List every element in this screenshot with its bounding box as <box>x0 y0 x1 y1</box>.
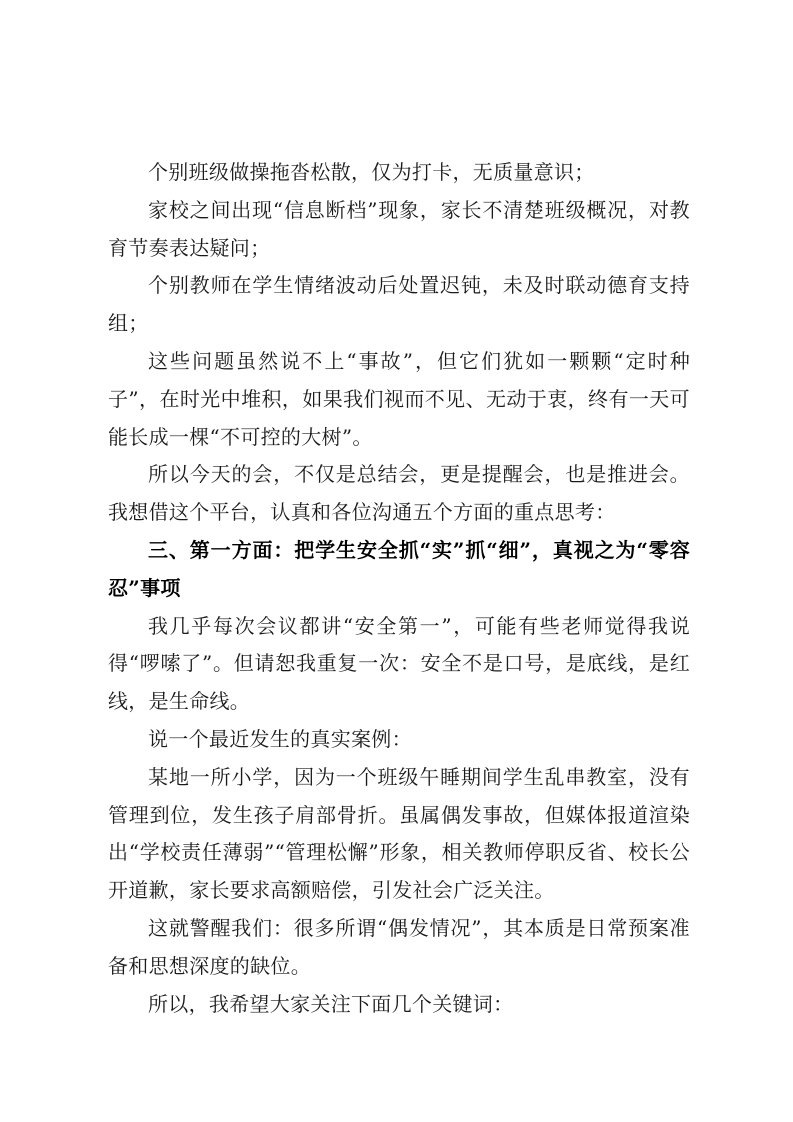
paragraph-1: 个别班级做操拖沓松散，仅为打卡，无质量意识； <box>148 160 595 184</box>
paragraph-2: 家校之间出现“信息断档”现象，家长不清楚班级概况，对教育节奏表达疑问； <box>108 197 690 260</box>
paragraph-8: 某地一所小学，因为一个班级午睡期间学生乱串教室，没有管理到位，发生孩子肩部骨折。虽属偶发事故，但媒体报道渲染出“学校责任薄弱”“管理松懈”形象，相关教师停职反省、校长公开道歉，家长要求高额赔偿，引发社会广泛关注。 <box>108 764 690 903</box>
paragraph-9: 这就警醒我们：很多所谓“偶发情况”，其本质是日常预案准备和思想深度的缺位。 <box>108 915 690 978</box>
paragraph-6: 我几乎每次会议都讲“安全第一”，可能有些老师觉得我说得“啰嗦了”。但请恕我重复一次：安全不是口号，是底线，是红线，是生命线。 <box>108 613 690 714</box>
paragraph-5: 所以今天的会，不仅是总结会，更是提醒会，也是推进会。我想借这个平台，认真和各位沟通五个方面的重点思考： <box>108 462 690 525</box>
paragraph-7: 说一个最近发生的真实案例： <box>148 726 412 751</box>
paragraph-4: 这些问题虽然说不上“事故”，但它们犹如一颗颗“定时种子”，在时光中堆积，如果我们视而不见、无动于衷，终有一天可能长成一棵“不可控的大树”。 <box>108 348 690 449</box>
paragraph-3: 个别教师在学生情绪波动后处置迟钝，未及时联动德育支持组； <box>108 273 690 336</box>
paragraph-10: 所以，我希望大家关注下面几个关键词： <box>148 991 514 1016</box>
section-heading: 三、第一方面：把学生安全抓“实”抓“细”，真视之为“零容忍”事项 <box>108 537 690 600</box>
document-body <box>108 154 690 1023</box>
